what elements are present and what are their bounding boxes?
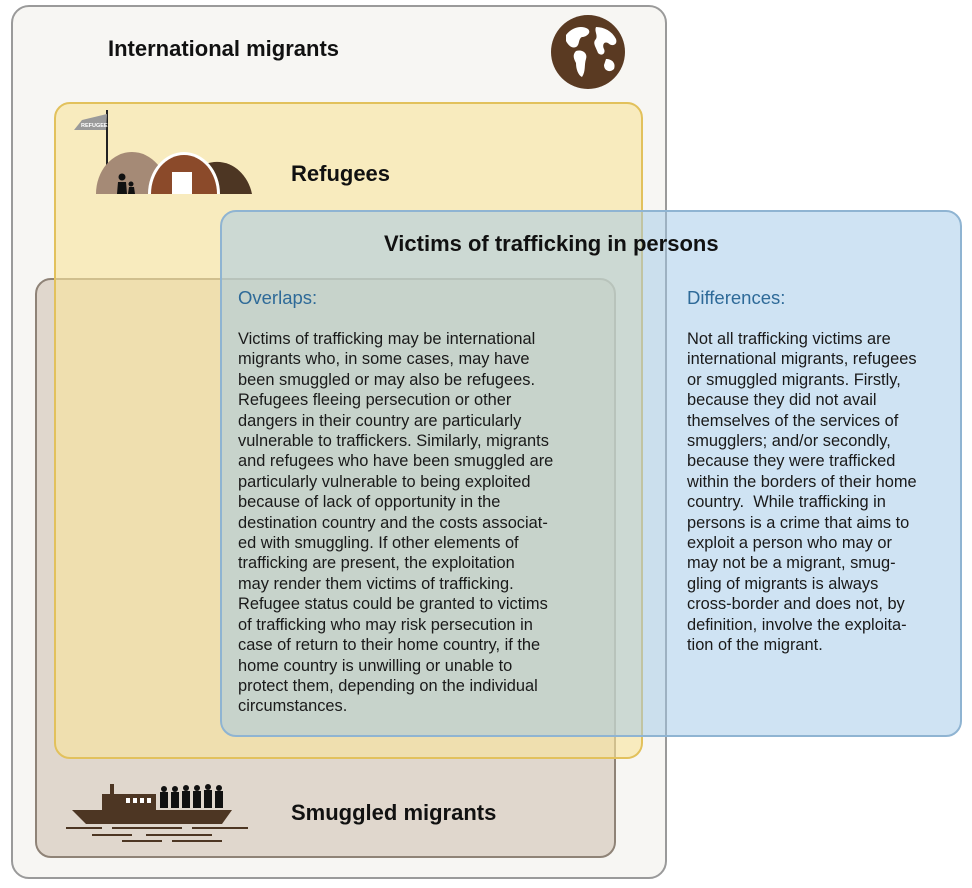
overlaps-text bbox=[238, 329, 553, 717]
overlaps-line: circumstances. bbox=[238, 697, 348, 716]
overlaps-line: dangers in their country are particularly bbox=[238, 411, 522, 430]
differences-line: may not be a migrant, smug- bbox=[687, 554, 896, 573]
differences-line: because they did not avail bbox=[687, 391, 877, 410]
overlaps-line: home country is unwilling or unable to bbox=[238, 656, 513, 675]
overlaps-line: of trafficking who may risk persecution in bbox=[238, 615, 533, 634]
smuggled-migrants-title: Smuggled migrants bbox=[291, 800, 497, 825]
overlaps-line: trafficking are present, the exploitation bbox=[238, 554, 515, 573]
overlaps-line: ed with smuggling. If other elements of bbox=[238, 534, 519, 553]
differences-line: tion of the migrant. bbox=[687, 636, 823, 655]
overlaps-line: destination country and the costs associat- bbox=[238, 513, 548, 532]
differences-text bbox=[687, 329, 917, 656]
refugee-flag-text: REFUGEE bbox=[81, 123, 108, 129]
differences-line: definition, involve the exploita- bbox=[687, 615, 907, 634]
globe-icon bbox=[546, 13, 630, 91]
differences-line: cross-border and does not, by bbox=[687, 595, 905, 614]
overlaps-heading: Overlaps: bbox=[238, 287, 318, 308]
overlaps-line: particularly vulnerable to being exploited bbox=[238, 472, 531, 491]
overlaps-line: may render them victims of trafficking. bbox=[238, 574, 514, 593]
differences-line: country. While trafficking in bbox=[687, 493, 886, 512]
differences-line: within the borders of their home bbox=[687, 472, 917, 491]
overlaps-line: because of lack of opportunity in the bbox=[238, 493, 501, 512]
overlaps-line: case of return to their home country, if the bbox=[238, 636, 541, 655]
differences-line: international migrants, refugees bbox=[687, 350, 917, 369]
overlaps-line: migrants who, in some cases, may have bbox=[238, 350, 530, 369]
overlaps-line: been smuggled or may also be refugees. bbox=[238, 370, 536, 389]
trafficking-title: Victims of trafficking in persons bbox=[384, 231, 719, 256]
overlaps-line: protect them, depending on the individual bbox=[238, 676, 538, 695]
differences-line: because they were trafficked bbox=[687, 452, 896, 471]
overlaps-line: vulnerable to traffickers. Similarly, migrants bbox=[238, 432, 549, 451]
differences-heading: Differences: bbox=[687, 287, 786, 308]
differences-line: Not all trafficking victims are bbox=[687, 330, 891, 348]
overlaps-line: Refugee status could be granted to victims bbox=[238, 595, 548, 614]
refugees-title: Refugees bbox=[291, 161, 391, 186]
differences-line: gling of migrants is always bbox=[687, 574, 879, 593]
refugee-camp-icon bbox=[70, 108, 256, 196]
overlaps-line: Victims of trafficking may be international bbox=[238, 330, 536, 348]
differences-line: exploit a person who may or bbox=[687, 534, 892, 553]
differences-line: or smuggled migrants. Firstly, bbox=[687, 370, 901, 389]
overlaps-line: Refugees fleeing persecution or other bbox=[238, 391, 512, 410]
overlaps-line: and refugees who have been smuggled are bbox=[238, 452, 554, 471]
differences-line: smugglers; and/or secondly, bbox=[687, 432, 891, 451]
boat-icon bbox=[62, 778, 252, 844]
international-migrants-title: International migrants bbox=[108, 36, 340, 61]
differences-line: themselves of the services of bbox=[687, 411, 899, 430]
differences-line: persons is a crime that aims to bbox=[687, 513, 910, 532]
